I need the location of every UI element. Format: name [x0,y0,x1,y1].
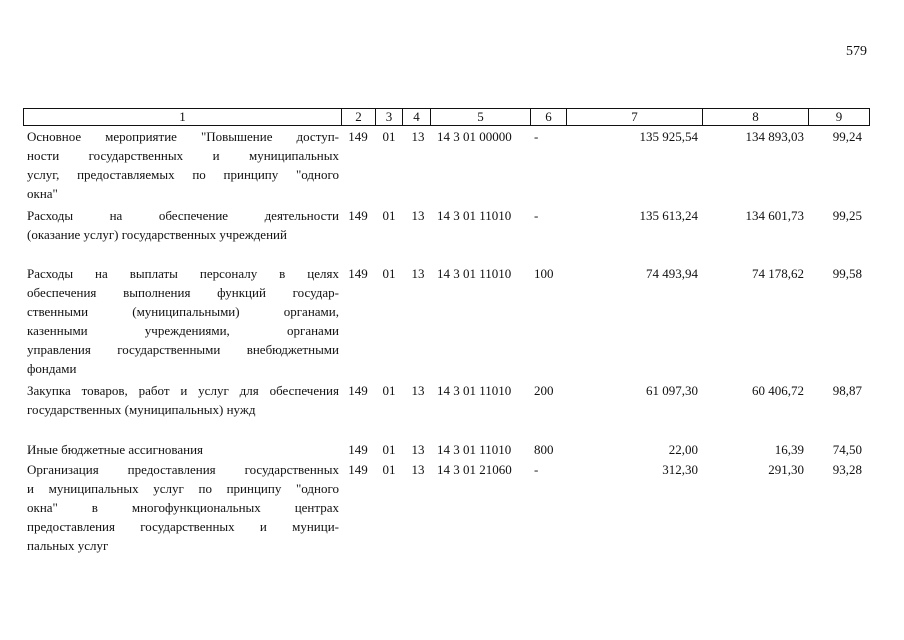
header-col-5: 5 [431,109,531,125]
row-name-line: ности государственных и муниципальных [27,148,339,163]
cell-col-7-value: 22,00 [668,442,698,457]
cell-ministry-code: 149 [348,129,368,144]
cell-col-8-value: 134 893,03 [745,129,804,144]
cell-col-9-value: 98,87 [832,383,862,398]
cell-target-article: 14 3 01 00000 [437,129,512,144]
row-name-line: управления государственными внебюджетными [27,342,339,357]
row-name [27,440,339,459]
cell-expense-type: - [534,208,539,223]
cell-col-8-value: 16,39 [774,442,804,457]
cell-target-article: 14 3 01 21060 [437,462,512,477]
row-name-line: предоставления государственных и муници- [27,519,339,534]
cell-col-8-value: 134 601,73 [745,208,804,223]
cell-col-9-value: 99,58 [832,266,862,281]
cell-expense-type: - [534,129,539,144]
row-name-line: Основное мероприятие "Повышение доступ- [27,129,339,144]
header-col-9: 9 [835,109,843,124]
cell-expense-type: 100 [534,266,554,281]
row-name-line: (оказание услуг) государственных учреждений [27,227,287,242]
cell-section-code: 01 [382,208,396,223]
cell-section-code: 01 [382,462,396,477]
row-name-line: казенными учреждениями, органами [27,323,339,338]
cell-ministry-code: 149 [348,383,368,398]
cell-col-7-value: 312,30 [662,462,698,477]
cell-subsection-code: 13 [411,208,425,223]
row-name-line: ственными (муниципальными) органами, [27,304,339,319]
row-name-line: услуг, предоставляемых по принципу "одного [27,167,339,182]
row-name [27,127,339,203]
cell-subsection-code: 13 [411,383,425,398]
row-name-line: государственных (муниципальных) нужд [27,402,256,417]
cell-col-9-value: 99,25 [832,208,862,223]
cell-col-7-value: 74 493,94 [646,266,698,281]
cell-expense-type: - [534,462,539,477]
cell-ministry-code: 149 [348,208,368,223]
row-name [27,381,339,419]
cell-ministry-code: 149 [348,266,368,281]
table-header-row [23,108,870,126]
cell-target-article: 14 3 01 11010 [437,266,512,281]
header-col-1: 1 [24,109,342,125]
cell-expense-type: 200 [534,383,554,398]
header-col-6: 6 [531,109,567,125]
cell-ministry-code: 149 [348,442,368,457]
cell-col-8-value: 291,30 [768,462,804,477]
cell-col-9-value: 93,28 [832,462,862,477]
cell-section-code: 01 [382,383,396,398]
cell-col-8-value: 74 178,62 [752,266,804,281]
cell-subsection-code: 13 [411,266,425,281]
row-name-line: Организация предоставления государственных [27,462,339,477]
cell-target-article: 14 3 01 11010 [437,383,512,398]
header-col-4: 4 [403,109,431,125]
row-name-line: пальных услуг [27,538,109,553]
row-name [27,460,339,555]
row-name-line: Расходы на выплаты персоналу в целях [27,266,339,281]
cell-section-code: 01 [382,129,396,144]
cell-col-7-value: 135 925,54 [639,129,698,144]
cell-ministry-code: 149 [348,462,368,477]
cell-col-9-value: 74,50 [832,442,862,457]
page-number: 579 [846,44,867,59]
row-name-line: Закупка товаров, работ и услуг для обеспечения [27,383,339,398]
header-col-3: 3 [376,109,403,125]
row-name-line: и муниципальных услуг по принципу "одного [27,481,339,496]
row-name-line: Иные бюджетные ассигнования [27,442,204,457]
cell-section-code: 01 [382,442,396,457]
cell-col-8-value: 60 406,72 [752,383,804,398]
cell-col-9-value: 99,24 [832,129,862,144]
cell-expense-type: 800 [534,442,554,457]
row-name-line: обеспечения выполнения функций государ- [27,285,339,300]
cell-section-code: 01 [382,266,396,281]
header-col-2: 2 [342,109,376,125]
row-name [27,206,339,244]
cell-subsection-code: 13 [411,462,425,477]
cell-subsection-code: 13 [411,442,425,457]
cell-subsection-code: 13 [411,129,425,144]
header-col-7: 7 [567,109,703,125]
row-name-line: окна" в многофункциональных центрах [27,500,339,515]
row-name-line: окна" [27,186,58,201]
cell-col-7-value: 61 097,30 [646,383,698,398]
cell-target-article: 14 3 01 11010 [437,208,512,223]
row-name-line: Расходы на обеспечение деятельности [27,208,339,223]
row-name-line: фондами [27,361,77,376]
row-name [27,264,339,378]
header-col-8: 8 [703,109,809,125]
cell-col-7-value: 135 613,24 [639,208,698,223]
cell-target-article: 14 3 01 11010 [437,442,512,457]
